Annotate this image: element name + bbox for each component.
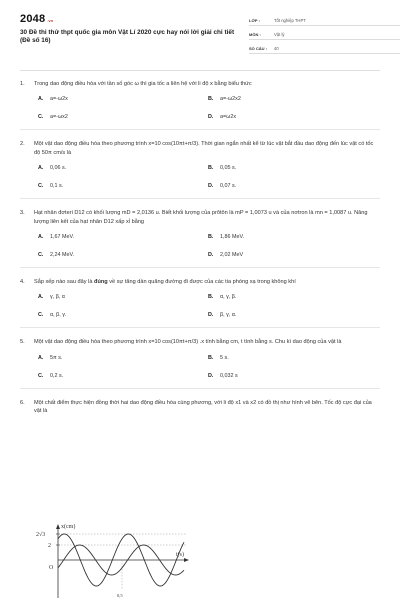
- option-text: 2,02 MeV: [220, 252, 244, 259]
- question-number: 2.: [20, 141, 25, 148]
- question-divider: [20, 129, 380, 130]
- option-text: 0,07 s.: [220, 183, 237, 190]
- option-letter: B.: [208, 294, 214, 301]
- question-divider: [20, 388, 380, 389]
- option-letter: D.: [208, 312, 214, 319]
- question-6: [20, 399, 380, 416]
- question-3-options: [38, 234, 380, 259]
- option-d[interactable]: [208, 183, 378, 190]
- option-letter: D.: [208, 114, 214, 121]
- header: [20, 0, 380, 60]
- label-origin: O: [49, 565, 54, 571]
- option-b[interactable]: [208, 234, 378, 241]
- question-number: 3.: [20, 210, 25, 217]
- option-b[interactable]: [208, 294, 378, 301]
- question-4: [20, 278, 380, 286]
- option-c[interactable]: [38, 312, 208, 319]
- oscillation-graph: [26, 520, 196, 600]
- oscillation-graph-svg: [26, 520, 196, 600]
- question-text: Một vật dao động điều hòa theo phương trình x=10 cos(10πt+π/3) .x tính bằng cm, t tính bằng s. Chu kì dao động của vật là: [34, 339, 342, 346]
- question-list: [20, 80, 380, 424]
- option-letter: A.: [38, 294, 44, 301]
- option-letter: C.: [38, 114, 44, 121]
- option-a[interactable]: [38, 234, 208, 241]
- option-text: 0,06 s.: [50, 165, 67, 172]
- option-b[interactable]: [208, 165, 378, 172]
- header-divider: [20, 70, 380, 71]
- meta-value: Tốt nghiệp THPT: [274, 17, 306, 23]
- question-1-options: [38, 96, 380, 121]
- option-letter: A.: [38, 234, 44, 241]
- option-text: β, γ, α.: [220, 312, 237, 319]
- meta-value: Vật lý: [274, 31, 285, 37]
- meta-panel: [249, 15, 400, 57]
- option-letter: B.: [208, 96, 214, 103]
- question-number: 5.: [20, 339, 25, 346]
- question-text: [34, 278, 380, 286]
- question-divider: [20, 198, 380, 199]
- option-c[interactable]: [38, 252, 208, 259]
- option-d[interactable]: [208, 373, 378, 380]
- option-text: 0,2 s.: [50, 372, 64, 379]
- option-letter: B.: [208, 165, 214, 172]
- option-d[interactable]: [208, 114, 378, 121]
- x-axis-arrow: [184, 558, 189, 562]
- option-b[interactable]: [208, 96, 378, 103]
- question-divider: [20, 267, 380, 268]
- meta-label: MÔN :: [249, 31, 261, 37]
- question-number: 4.: [20, 279, 25, 286]
- option-text: α, γ, β.: [220, 294, 237, 301]
- meta-value: 40: [274, 45, 279, 51]
- page-title: 30 Đề thi thử thpt quốc gia môn Vật Lí 2020 cực hay nói lời giải chi tiết (Đề số 16): [20, 29, 235, 45]
- option-text: 1,67 MeV.: [50, 234, 75, 241]
- option-a[interactable]: [38, 294, 208, 301]
- meta-label: LỚP :: [249, 17, 260, 23]
- meta-row-class: [249, 15, 400, 26]
- question-5-options: [38, 355, 380, 380]
- option-d[interactable]: [208, 252, 378, 259]
- question-5: [20, 338, 380, 346]
- option-letter: B.: [208, 354, 214, 361]
- option-text: 1,86 MeV.: [220, 234, 245, 241]
- option-letter: C.: [38, 312, 44, 319]
- question-3: [20, 209, 380, 226]
- option-letter: D.: [208, 183, 214, 190]
- option-c[interactable]: [38, 373, 208, 380]
- option-c[interactable]: [38, 183, 208, 190]
- x-axis-label: t(s): [176, 552, 184, 558]
- option-letter: C.: [38, 252, 44, 259]
- label-half: 0,5: [117, 593, 123, 598]
- option-a[interactable]: [38, 355, 208, 362]
- option-letter: D.: [208, 372, 214, 379]
- question-2-options: [38, 165, 380, 190]
- option-d[interactable]: [208, 312, 378, 319]
- option-text: 0,05 s.: [220, 165, 237, 172]
- meta-row-count: [249, 43, 400, 54]
- question-text: Trong dao động điều hòa với tần số góc ω thì gia tốc a liên hệ với li độ x bằng biểu thức: [34, 81, 252, 87]
- question-text: Một vật dao động điều hòa theo phương trình x=10 cos(10πt+π/3). Thời gian ngắn nhất kể từ lúc vật bắt đầu dao động đến lúc vật có tốc độ 50π cm/s là: [34, 141, 374, 156]
- question-4-options: [38, 294, 380, 319]
- option-text: γ, β, α: [50, 294, 65, 301]
- option-text: 2,24 MeV.: [50, 252, 75, 259]
- option-letter: C.: [38, 183, 44, 190]
- meta-row-subject: [249, 29, 400, 40]
- option-text: α, β, γ.: [50, 312, 67, 319]
- option-text: 5π s.: [50, 354, 63, 361]
- option-text: 0,1 s.: [50, 183, 64, 190]
- question-divider: [20, 327, 380, 328]
- option-a[interactable]: [38, 165, 208, 172]
- option-text: a=ω2x: [220, 114, 237, 121]
- option-text: 5 s.: [220, 354, 229, 361]
- option-letter: A.: [38, 96, 44, 103]
- option-text: a=-ω2x2: [220, 96, 241, 103]
- option-letter: A.: [38, 354, 44, 361]
- option-letter: C.: [38, 372, 44, 379]
- question-text-end: về sự tăng dần quãng đường đi được của các tia phóng xạ trong không khí: [107, 279, 296, 286]
- question-text-emphasis: đúng: [94, 279, 108, 286]
- label-2sqrt3: 2√3: [36, 532, 46, 538]
- question-text: Một chất điểm thực hiện đồng thời hai dao động điều hòa cùng phương, với li độ x1 và x2 có đồ thị như hình vẽ bên. Tốc độ cực đại của vật là: [34, 399, 372, 415]
- meta-label: SỐ CÂU :: [249, 45, 267, 51]
- option-letter: D.: [208, 252, 214, 259]
- brand-name: 2048: [20, 13, 46, 25]
- brand-suffix: .vn: [47, 18, 54, 23]
- option-letter: A.: [38, 165, 44, 172]
- label-2: 2: [48, 543, 51, 549]
- option-text: 0,032 s: [220, 372, 238, 379]
- y-axis-label: x(cm): [61, 524, 76, 530]
- y-axis-arrow: [56, 524, 60, 529]
- option-text: a=-ω2x: [50, 96, 68, 103]
- question-text: Hạt nhân đơteri D12 có khối lượng mD = 2,0136 u. Biết khối lượng của prôtôn là mP = 1,0073 u và của nơtron là mn = 1,0087 u. Năng lượng liên kết của hạt nhân D12 xấp xỉ bằng: [34, 210, 368, 225]
- question-text-start: Sắp xếp nào sau đây là: [34, 279, 95, 286]
- question-number: 6.: [20, 399, 25, 406]
- question-1: [20, 80, 380, 88]
- question-2: [20, 140, 380, 157]
- option-b[interactable]: [208, 355, 378, 362]
- option-c[interactable]: [38, 114, 208, 121]
- question-number: 1.: [20, 81, 25, 87]
- option-a[interactable]: [38, 96, 208, 103]
- option-letter: B.: [208, 234, 214, 241]
- option-text: a=-ωx2: [50, 114, 68, 121]
